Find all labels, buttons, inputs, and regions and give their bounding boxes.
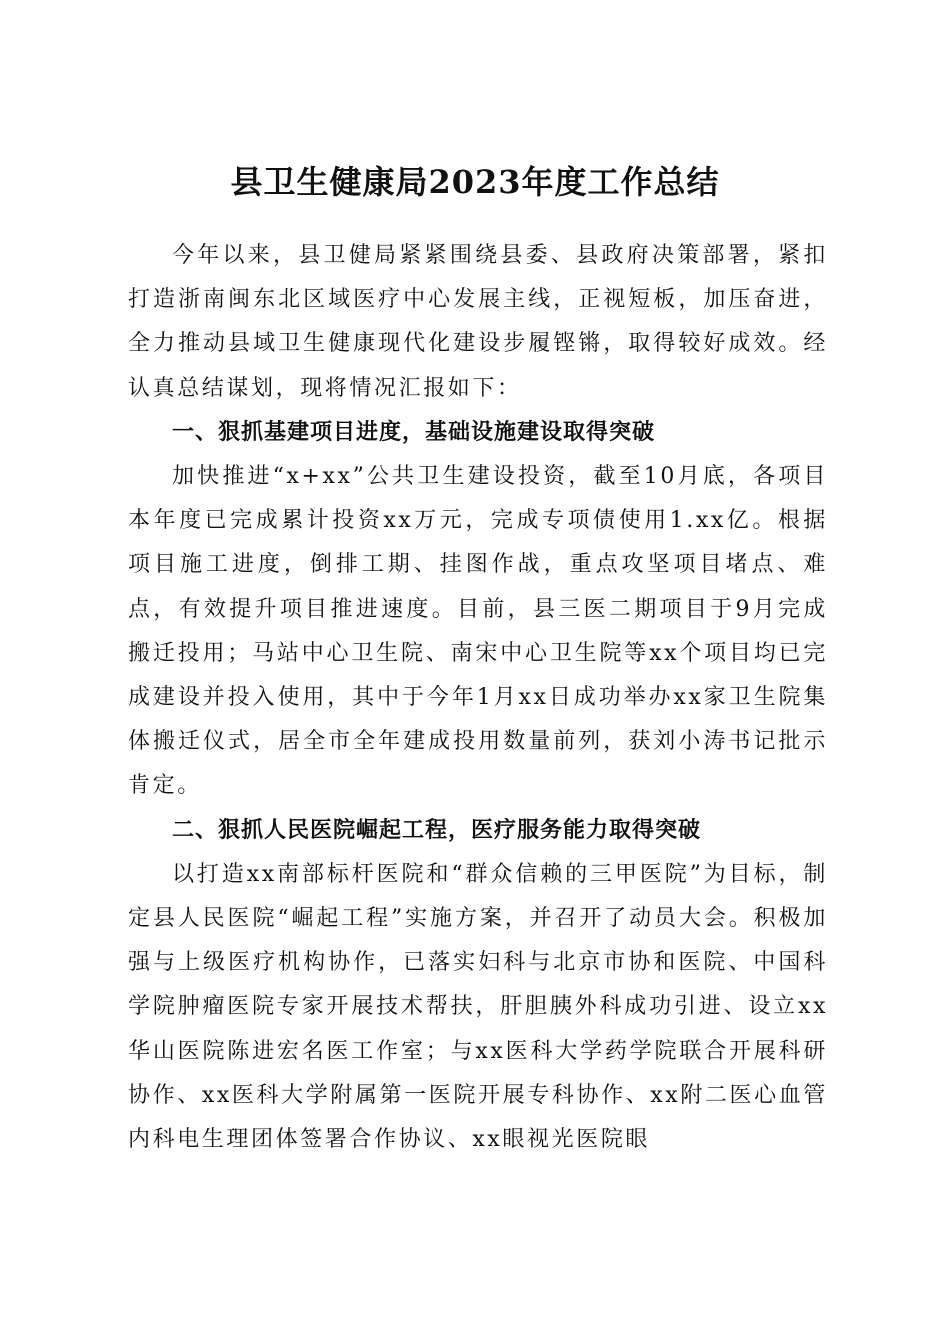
document-title: 县卫生健康局2023年度工作总结 [230,163,720,202]
section-body-1: 加快推进“x+xx”公共卫生建设投资，截至10月底，各项目本年度已完成累计投资xx万元，完成专项债使用1.xx亿。根据项目施工进度，倒排工期、挂图作战，重点攻坚项目堵点、难点，有效提升项目推进速度。目前，县三医二期项目于9月完成搬迁投用；马站中心卫生院、南宋中心卫生院等xx个项目均已完成建设并投入使用，其中于今年1月xx日成功举办xx家卫生院集体搬迁仪式，居全市全年建成投用数量前列，获刘小涛书记批示肯定。 [128,464,828,799]
document-body [128,234,828,1162]
section-heading-1: 一、狠抓基建项目进度，基础设施建设取得突破 [172,419,656,445]
section-heading-2: 二、狠抓人民医院崛起工程，医疗服务能力取得突破 [172,817,702,843]
section-body-2: 以打造xx南部标杆医院和“群众信赖的三甲医院”为目标，制定县人民医院“崛起工程”实施方案，并召开了动员大会。积极加强与上级医疗机构协作，已落实妇科与北京市协和医院、中国科学院肿瘤医院专家开展技术帮扶，肝胆胰外科成功引进、设立xx华山医院陈进宏名医工作室；与xx医科大学药学院联合开展科研协作、xx医科大学附属第一医院开展专科协作、xx附二医心血管内科电生理团体签署合作协议、xx眼视光医院眼 [128,861,828,1153]
intro-paragraph: 今年以来，县卫健局紧紧围绕县委、县政府决策部署，紧扣打造浙南闽东北区域医疗中心发展主线，正视短板，加压奋进，全力推动县域卫生健康现代化建设步履铿锵，取得较好成效。经认真总结谋划，现将情况汇报如下： [128,243,828,401]
